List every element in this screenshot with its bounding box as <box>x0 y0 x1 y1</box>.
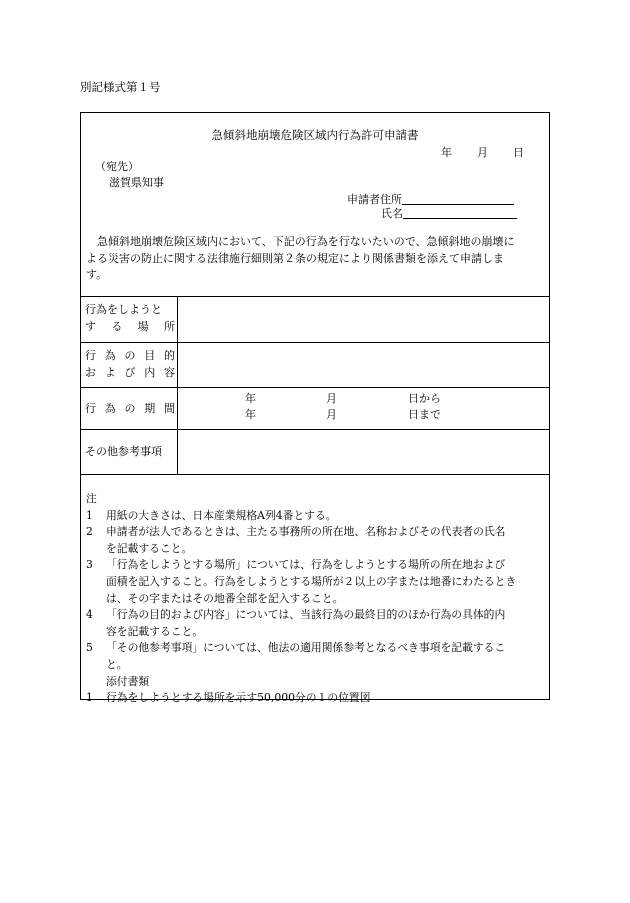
label-other: その他参考事項 <box>85 445 162 458</box>
note-continuation: は、その字またはその地番全部を記入すること。 <box>106 591 344 605</box>
note-continuation: 面積を記入すること。行為をしようとする場所が２以上の字または地番にわたるとき <box>106 574 517 588</box>
application-body <box>86 234 548 284</box>
attachment-item: 1 行為をしようとする場所を示す50,000分の１の位置図 <box>86 691 371 705</box>
label-place-line2: す る 場 所 <box>85 319 175 333</box>
period-from-day: 日から <box>408 392 441 405</box>
note-item: 2 申請者が法人であるときは、主たる事務所の所在地、名称およびその代表者の氏名 <box>86 525 506 539</box>
applicant-name-field[interactable] <box>403 207 517 219</box>
table-border <box>81 474 549 475</box>
applicant-address-field[interactable] <box>402 193 514 205</box>
period-from-year: 年 <box>245 392 256 405</box>
purpose-input[interactable] <box>178 343 549 386</box>
label-place <box>85 302 175 335</box>
addressee: 滋賀県知事 <box>109 176 164 189</box>
period-to-year: 年 <box>245 408 256 421</box>
form-number: 別記様式第１号 <box>80 80 161 94</box>
form-title: 急傾斜地崩壊危険区域内行為許可申請書 <box>211 128 419 142</box>
place-input[interactable] <box>178 297 549 341</box>
notes-heading: 注 <box>86 492 97 505</box>
attachments-heading: 添付書類 <box>106 674 150 688</box>
applicant-address-label: 申請者住所 <box>347 193 402 206</box>
note-continuation: と。 <box>106 657 128 671</box>
note-item: 1 用紙の大きさは、日本産業規格A列4番とする。 <box>86 508 337 522</box>
label-place-line1: 行為をしようと <box>85 303 162 316</box>
body-line: よる災害の防止に関する法律施行細則第２条の規定により関係書類を添えて申請しま <box>86 251 504 265</box>
date-month: 月 <box>477 146 488 159</box>
date-day: 日 <box>513 146 524 159</box>
table-border <box>81 387 549 388</box>
label-purpose-line2: お よ び 内 容 <box>85 365 175 379</box>
applicant-address-row <box>347 193 514 205</box>
note-item: 5 「その他参考事項」については、他法の適用関係参考となるべき事項を記載するこ <box>86 641 506 655</box>
body-line: す。 <box>86 268 108 281</box>
note-item: 4 「行為の目的および内容」については、当該行為の最終目的のほか行為の具体的内 <box>86 608 506 622</box>
period-from-month: 月 <box>326 392 337 405</box>
application-form <box>80 112 550 705</box>
addressee-prefix: （宛先） <box>95 160 139 173</box>
note-continuation: 容を記載すること。 <box>106 624 204 638</box>
period-to-day: 日まで <box>408 408 441 421</box>
period-to-month: 月 <box>326 408 337 421</box>
note-continuation: を記載すること。 <box>106 541 193 555</box>
body-line: 急傾斜地崩壊危険区域内において、下記の行為を行ないたいので、急傾斜地の崩壊に <box>97 235 515 248</box>
notes-section <box>86 491 548 707</box>
note-item: 3 「行為をしようとする場所」については、行為をしようとする場所の所在地および <box>86 558 506 572</box>
applicant-name-label: 氏名 <box>381 207 403 220</box>
date-year: 年 <box>441 146 452 159</box>
label-purpose <box>85 348 175 381</box>
label-purpose-line1: 行 為 の 目 的 <box>85 349 175 362</box>
applicant-name-row <box>381 207 517 219</box>
other-input[interactable] <box>178 430 549 473</box>
label-period: 行 為 の 期 間 <box>85 402 175 415</box>
